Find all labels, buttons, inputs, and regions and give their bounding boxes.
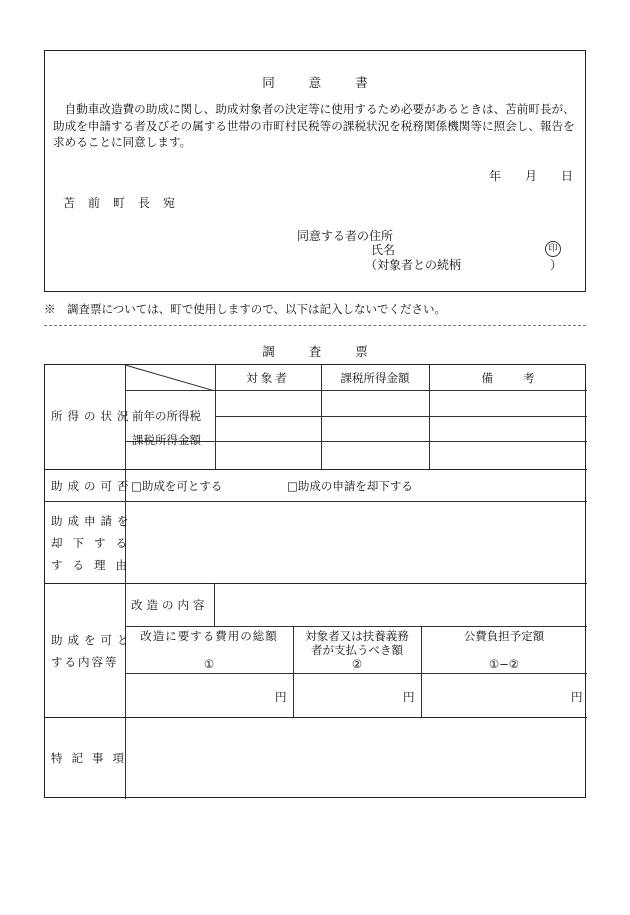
prev-tax-label-2: 課税所得金額 [132,433,201,447]
row-special: 特記事項 [51,751,133,765]
usage-note: ※ 調査票については、町で使用しますので、以下は記入しないでください。 [44,302,447,316]
header-payable-num: ② [351,657,363,671]
yen-total: 円 [275,690,287,704]
header-payable-2: 者が支払うべき額 [311,643,403,657]
consent-form [44,50,586,292]
diagonal-header-line [125,365,215,391]
row-reject-reason-3: する理由 [51,558,137,572]
row-income-status: 所得の状況 [51,409,134,423]
header-total-cost-num: ① [203,657,215,671]
prev-tax-label-1: 前年の所得税 [132,409,201,423]
relation-close: ） [550,258,563,272]
date-year: 年 [489,169,502,183]
grid-line [214,583,215,626]
survey-table [44,364,586,798]
addressee: 苫前町長宛 [63,196,189,210]
row-reject-reason-2: 却下する [51,536,137,550]
header-public-num: ①−② [488,657,520,671]
row-content-1: 助成を可と [51,633,134,647]
label-modification: 改造の内容 [131,598,209,612]
survey-title: 調査票 [262,344,402,359]
grid-line [125,673,587,674]
header-target: 対象者 [246,371,290,385]
name-label: 氏名 [371,243,396,257]
row-reject-reason-1: 助成申請を [51,514,134,528]
cut-line [44,325,586,326]
date-month: 月 [525,169,538,183]
seal-icon: 印 [545,241,561,257]
consent-title: 同意書 [262,75,402,90]
header-payable-1: 対象者又は扶養義務 [305,629,409,643]
grid-line [45,717,587,718]
grid-line [45,501,587,502]
yen-public: 円 [571,690,583,704]
grid-line [125,626,587,627]
relation-label: （対象者との続柄 [365,258,462,272]
header-remarks: 備考 [481,371,565,385]
grid-line [45,583,587,584]
grid-line [125,365,126,799]
row-content-2: する内容等 [51,655,119,669]
header-income: 課税所得金額 [340,371,410,385]
option-approve: □助成を可とする [131,479,223,493]
row-approval: 助成の可否 [51,479,134,493]
address-label: 同意する者の住所 [297,229,394,243]
option-reject: □助成の申請を却下する [287,479,413,493]
date-day: 日 [561,169,574,183]
yen-payable: 円 [403,690,415,704]
grid-line [215,416,587,417]
consent-body: 自動車改造費の助成に関し、助成対象者の決定等に使用するため必要があるときは、苫前町長が、助成を申請する者及びその属する世帯の市町村民税等の課税状況を税務関係機関等に照会し、報告を求めることに同意します。 [53,102,575,149]
header-public: 公費負担予定額 [463,629,545,643]
header-total-cost: 改造に要する費用の総額 [140,629,278,643]
grid-line [45,469,587,470]
